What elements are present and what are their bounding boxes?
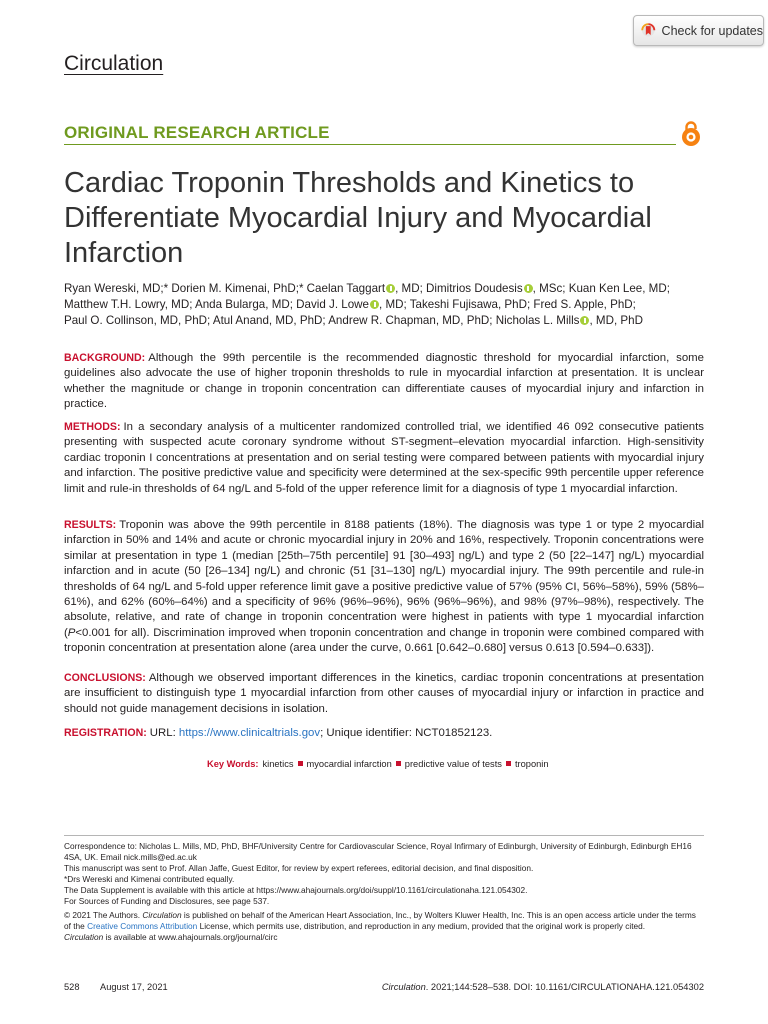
p-value-symbol: P (67, 626, 76, 639)
orcid-icon[interactable] (370, 300, 379, 309)
author-text: , MD, PhD (589, 314, 643, 327)
section-heading: METHODS: (64, 421, 121, 433)
issue-date: August 17, 2021 (100, 982, 168, 992)
footnotes (64, 841, 704, 943)
abstract-conclusions (64, 671, 704, 717)
abstract-background (64, 351, 704, 413)
editor-note: This manuscript was sent to Prof. Allan Jaffe, Guest Editor, for review by expert referees, editorial decision, and final disposition. (64, 863, 534, 873)
section-heading: REGISTRATION: (64, 727, 147, 739)
bullet-square-icon (506, 761, 511, 766)
abstract-methods (64, 420, 704, 497)
page-number: 528 (64, 982, 80, 992)
correspondence-note: Correspondence to: Nicholas L. Mills, MD, PhD, BHF/University Centre for Cardiovascular Science, Royal Infirmary of Edinburgh, University of Edinburgh, Edinburgh EH16 4SA, UK. Email nick.mills@ed.ac.uk (64, 841, 692, 862)
footnote-divider (64, 835, 704, 836)
bullet-square-icon (298, 761, 303, 766)
registration-suffix: ; Unique identifier: NCT01852123. (320, 727, 493, 739)
abstract-registration (64, 726, 704, 741)
keyword[interactable]: troponin (514, 759, 549, 769)
availability-note: Circulation is available at www.ahajournals.org/journal/circ (64, 932, 278, 942)
keywords-label: Key Words: (207, 759, 259, 769)
author-text: Paul O. Collinson, MD, PhD; Atul Anand, MD, PhD; Andrew R. Chapman, MD, PhD; Nicholas L. Mills (64, 314, 580, 327)
orcid-icon[interactable] (386, 284, 395, 293)
funding-note: For Sources of Funding and Disclosures, see page 537. (64, 896, 270, 906)
section-heading: RESULTS: (64, 519, 117, 531)
bullet-square-icon (396, 761, 401, 766)
section-text: <0.001 for all). Discrimination improved when troponin concentration and change in troponin were combined compared with troponin concentration at presentation alone (area under the curve, 0.661 [0.642–0.680] versus 0.613 [0.594–0.633]). (64, 626, 704, 655)
author-list (64, 281, 714, 329)
orcid-icon[interactable] (524, 284, 533, 293)
article-title: Cardiac Troponin Thresholds and Kinetics to Differentiate Myocardial Injury and Myocardial Infarction (64, 167, 652, 269)
check-for-updates-button[interactable] (633, 15, 764, 46)
article-type-divider (64, 144, 676, 145)
section-heading: BACKGROUND: (64, 352, 146, 364)
keyword[interactable]: myocardial infarction (306, 759, 392, 769)
registration-prefix: URL: (149, 727, 179, 739)
author-text: Ryan Wereski, MD;* Dorien M. Kimenai, PhD;* Caelan Taggart (64, 282, 386, 295)
citation-line: Circulation. 2021;144:528–538. DOI: 10.1161/CIRCULATIONAHA.121.054302 (381, 982, 704, 992)
open-access-icon (679, 120, 703, 148)
author-text: , MD; Dimitrios Doudesis (395, 282, 523, 295)
section-text: Troponin was above the 99th percentile in 8188 patients (18%). The diagnosis was type 1 or type 2 myocardial infarction in 50% and 14% and acute or chronic myocardial injury in 20% and 16%, respectively. Troponin concentrations were similar at presentation in type 1 (median [25th–75th percentile] 91 [30–493] ng/L) and type 2 (50 [22–147] ng/L) myocardial infarction and in acute (50 [26–134] ng/L) and chronic (51 [31–130] ng/L) myocardial injury. The 99th percentile and rule-in thresholds of 64 ng/L and 5-fold upper reference limit gave a positive predictive value of 57% (95% CI, 56%–58%), 59% (58%–61%), and 62% (60%–64%) and a specificity of 96% (96%–96%), 96% (96%–96%), and 98% (97%–98%), respectively. The absolute, relative, and rate of change in troponin concentration were highest in patients with type 1 myocardial infarction ( (64, 519, 704, 639)
copyright-note: © 2021 The Authors. Circulation is published on behalf of the American Heart Association, Inc., by Wolters Kluwer Health, Inc. This is an open access article under the terms of the Creative Commons Attribution License, which permits use, distribution, and reproduction in any medium, provided that the original work is properly cited. (64, 910, 696, 931)
journal-name[interactable]: Circulation (64, 52, 164, 75)
equal-contribution-note: *Drs Wereski and Kimenai contributed equally. (64, 874, 235, 884)
bookmark-update-icon (641, 21, 656, 41)
author-text: , MD; Takeshi Fujisawa, PhD; Fred S. Apple, PhD; (379, 298, 636, 311)
section-text: Although we observed important differences in the kinetics, cardiac troponin concentrations at presentation are insufficient to distinguish type 1 myocardial infarction from other causes of myocardial injury or infarction in practice and should not guide management decisions in isolation. (64, 672, 704, 715)
author-text: , MSc; Kuan Ken Lee, MD; (532, 282, 670, 295)
section-heading: CONCLUSIONS: (64, 672, 146, 684)
creative-commons-link[interactable]: Creative Commons Attribution (87, 921, 198, 931)
keyword[interactable]: kinetics (262, 759, 294, 769)
keyword[interactable]: predictive value of tests (404, 759, 502, 769)
keywords (207, 759, 549, 769)
section-text: Although the 99th percentile is the recommended diagnostic threshold for myocardial infarction, some guidelines also advocate the use of higher troponin thresholds to rule in myocardial infarction at presentation. It is unclear whether the magnitude or change in troponin concentration can differentiate causes of myocardial injury and infarction in practice. (64, 352, 704, 411)
section-text: In a secondary analysis of a multicenter randomized controlled trial, we identified 46 092 consecutive patients presenting with suspected acute coronary syndrome without ST-segment–elevation myocardial infarction. High-sensitivity cardiac troponin I concentrations at presentation and on serial testing were compared between patients with myocardial injury and infarction. The positive predictive value and specificity were determined at the sex-specific 99th percentile upper reference limit and rule-in thresholds of 64 ng/L and 5-fold of the upper reference limit for a diagnosis of type 1 myocardial infarction. (64, 421, 704, 495)
data-supplement-note: The Data Supplement is available with this article at https://www.ahajournals.org/doi/suppl/10.1161/circulationaha.121.054302. (64, 885, 528, 895)
author-text: Matthew T.H. Lowry, MD; Anda Bularga, MD; David J. Lowe (64, 298, 369, 311)
check-for-updates-label: Check for updates (661, 23, 763, 38)
clinicaltrials-link[interactable]: https://www.clinicaltrials.gov (178, 727, 321, 739)
article-type-label: ORIGINAL RESEARCH ARTICLE (64, 123, 330, 142)
abstract-results (64, 518, 704, 657)
